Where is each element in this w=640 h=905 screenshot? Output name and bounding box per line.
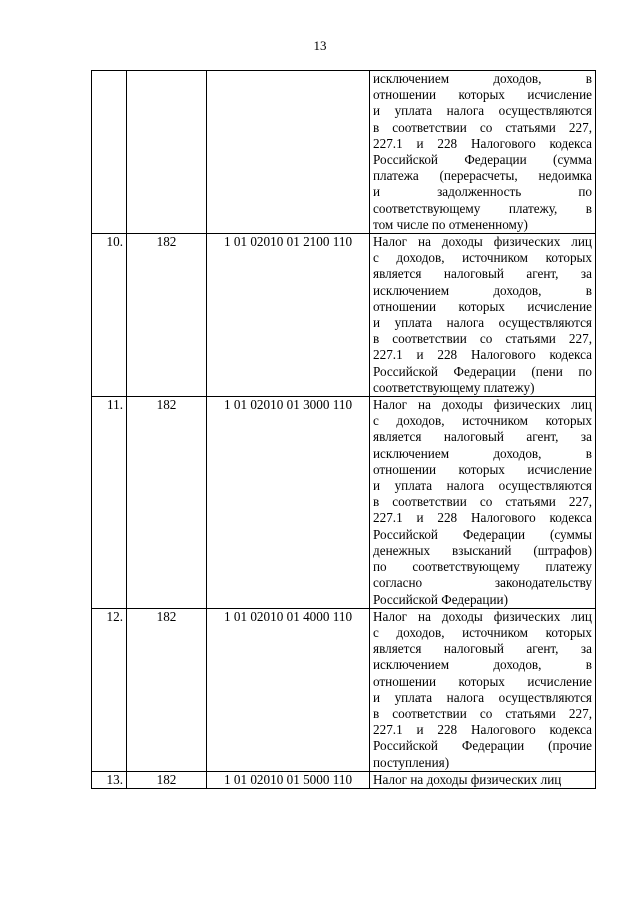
description-line: и уплата налога осуществляются: [373, 315, 592, 331]
table-row: [92, 771, 596, 788]
description-line: Российской Федерации (сумма: [373, 152, 592, 168]
row-number-cell: 10.: [92, 234, 127, 397]
description-line: Российской Федерации): [373, 591, 508, 607]
description-line: Российской Федерации (суммы: [373, 526, 592, 542]
revenue-description-cell: [370, 234, 596, 397]
description-line: является налоговый агент, за: [373, 429, 592, 445]
description-line: 227.1 и 228 Налогового кодекса: [373, 722, 592, 738]
description-line: платежа (перерасчеты, недоимка: [373, 168, 592, 184]
row-number-cell: 13.: [92, 771, 127, 788]
budget-classification-code-cell: 1 01 02010 01 5000 110: [207, 771, 370, 788]
administrator-code-cell: [127, 71, 207, 234]
description-line: денежных взысканий (штрафов): [373, 542, 592, 558]
administrator-code-cell: 182: [127, 234, 207, 397]
budget-classification-code-cell: 1 01 02010 01 2100 110: [207, 234, 370, 397]
description-line: 227.1 и 228 Налогового кодекса: [373, 135, 592, 151]
budget-classification-code-cell: 1 01 02010 01 4000 110: [207, 608, 370, 771]
description-line: является налоговый агент, за: [373, 641, 592, 657]
administrator-code-cell: 182: [127, 608, 207, 771]
description-line: исключением доходов, в: [373, 657, 592, 673]
description-line: с доходов, источником которых: [373, 624, 592, 640]
description-line: исключением доходов, в: [373, 71, 592, 86]
row-number-cell: 12.: [92, 608, 127, 771]
revenue-description-cell: [370, 771, 596, 788]
description-line: с доходов, источником которых: [373, 250, 592, 266]
description-line: отношении которых исчисление: [373, 673, 592, 689]
description-line: Налог на доходы физических лиц: [373, 397, 592, 413]
description-line: и задолженность по: [373, 184, 592, 200]
description-line: в соответствии со статьями 227,: [373, 705, 592, 721]
page-number: 13: [313, 38, 327, 53]
description-line: согласно законодательству: [373, 575, 592, 591]
administrator-code-cell: 182: [127, 397, 207, 609]
description-line: исключением доходов, в: [373, 445, 592, 461]
description-line: соответствующему платежу, в: [373, 200, 592, 216]
description-line: 227.1 и 228 Налогового кодекса: [373, 510, 592, 526]
description-line: Российской Федерации (пени по: [373, 363, 592, 379]
revenue-codes-table: [91, 70, 596, 789]
description-line: Налог на доходы физических лиц: [373, 771, 562, 787]
description-line: в соответствии со статьями 227,: [373, 494, 592, 510]
description-line: Налог на доходы физических лиц: [373, 234, 592, 250]
description-line: отношении которых исчисление: [373, 461, 592, 477]
description-line: отношении которых исчисление: [373, 87, 592, 103]
table-body: [92, 71, 596, 789]
description-line: и уплата налога осуществляются: [373, 478, 592, 494]
budget-classification-code-cell: [207, 71, 370, 234]
row-number-cell: 11.: [92, 397, 127, 609]
description-line: 227.1 и 228 Налогового кодекса: [373, 347, 592, 363]
description-line: том числе по отмененному): [373, 216, 528, 232]
table-row: [92, 71, 596, 234]
revenue-description-cell: [370, 71, 596, 234]
description-line: и уплата налога осуществляются: [373, 103, 592, 119]
table-row: [92, 608, 596, 771]
table-row: [92, 234, 596, 397]
revenue-description-cell: [370, 397, 596, 609]
description-line: Российской Федерации (прочие: [373, 738, 592, 754]
description-line: отношении которых исчисление: [373, 298, 592, 314]
table-row: [92, 397, 596, 609]
administrator-code-cell: 182: [127, 771, 207, 788]
budget-classification-code-cell: 1 01 02010 01 3000 110: [207, 397, 370, 609]
description-line: исключением доходов, в: [373, 282, 592, 298]
description-line: с доходов, источником которых: [373, 413, 592, 429]
description-line: в соответствии со статьями 227,: [373, 119, 592, 135]
description-line: является налоговый агент, за: [373, 266, 592, 282]
description-line: поступления): [373, 754, 450, 770]
row-number-cell: [92, 71, 127, 234]
revenue-description-cell: [370, 608, 596, 771]
description-line: Налог на доходы физических лиц: [373, 608, 592, 624]
description-line: соответствующему платежу): [373, 379, 535, 395]
description-line: и уплата налога осуществляются: [373, 689, 592, 705]
description-line: в соответствии со статьями 227,: [373, 331, 592, 347]
description-line: по соответствующему платежу: [373, 559, 592, 575]
